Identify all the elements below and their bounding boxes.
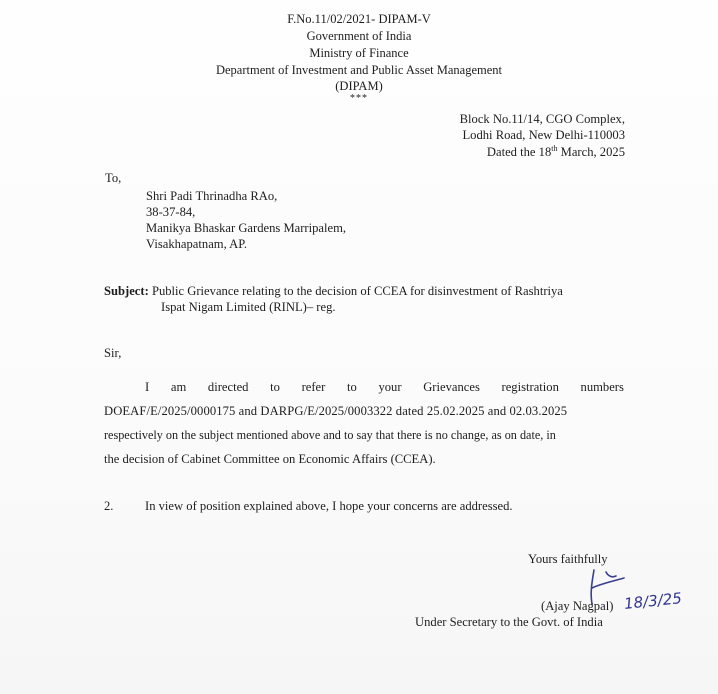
recipient-house: 38-37-84,	[146, 205, 196, 219]
ministry-name: Ministry of Finance	[309, 46, 409, 60]
header-separator-stars: ***	[350, 93, 368, 104]
para1-word: refer	[301, 380, 326, 394]
department-name: Department of Investment and Public Asset Management	[215, 63, 503, 77]
signatory-name: (Ajay Nagpal)	[541, 599, 614, 613]
para1-word: your	[378, 380, 402, 394]
letter-date: Dated the 18th March, 2025	[486, 144, 625, 159]
subject-text-line1: Public Grievance relating to the decision of CCEA for disinvestment of Rashtriya	[151, 284, 563, 298]
office-address-line2: Lodhi Road, New Delhi-110003	[462, 128, 625, 142]
subject-text-line2: Ispat Nigam Limited (RINL)– reg.	[161, 300, 336, 314]
subject-line	[104, 284, 563, 299]
subject-label: Subject:	[104, 284, 149, 298]
to-label: To,	[105, 171, 122, 185]
para1-word: registration	[501, 380, 559, 394]
para1-line1	[104, 380, 624, 395]
para1-line4: the decision of Cabinet Committee on Economic Affairs (CCEA).	[104, 452, 436, 466]
para1-word: to	[347, 380, 357, 394]
para1-word: Grievances	[423, 380, 480, 394]
para1-word: am	[170, 380, 187, 394]
department-acronym: (DIPAM)	[335, 79, 383, 93]
closing-yours-faithfully: Yours faithfully	[528, 552, 608, 566]
file-number: F.No.11/02/2021- DIPAM-V	[287, 12, 431, 26]
office-address-line1: Block No.11/14, CGO Complex,	[459, 112, 625, 126]
para1-word: numbers	[580, 380, 624, 394]
para1-line3: respectively on the subject mentioned above and to say that there is no change, as on date, in	[104, 428, 556, 442]
para2-number: 2.	[104, 499, 114, 513]
para1-word: to	[270, 380, 280, 394]
recipient-city: Visakhapatnam, AP.	[146, 237, 248, 251]
handwritten-date: 18/3/25	[623, 589, 683, 613]
para1-line2: DOEAF/E/2025/0000175 and DARPG/E/2025/0003322 dated 25.02.2025 and 02.03.2025	[104, 404, 568, 418]
recipient-locality: Manikya Bhaskar Gardens Marripalem,	[146, 221, 347, 235]
para2-text: In view of position explained above, I hope your concerns are addressed.	[145, 499, 513, 513]
government-name: Government of India	[306, 29, 412, 43]
para1-word: I	[145, 380, 150, 394]
salutation: Sir,	[104, 346, 122, 360]
recipient-name: Shri Padi Thrinadha RAo,	[146, 189, 278, 203]
para1-word: directed	[207, 380, 249, 394]
signatory-designation: Under Secretary to the Govt. of India	[415, 615, 603, 629]
